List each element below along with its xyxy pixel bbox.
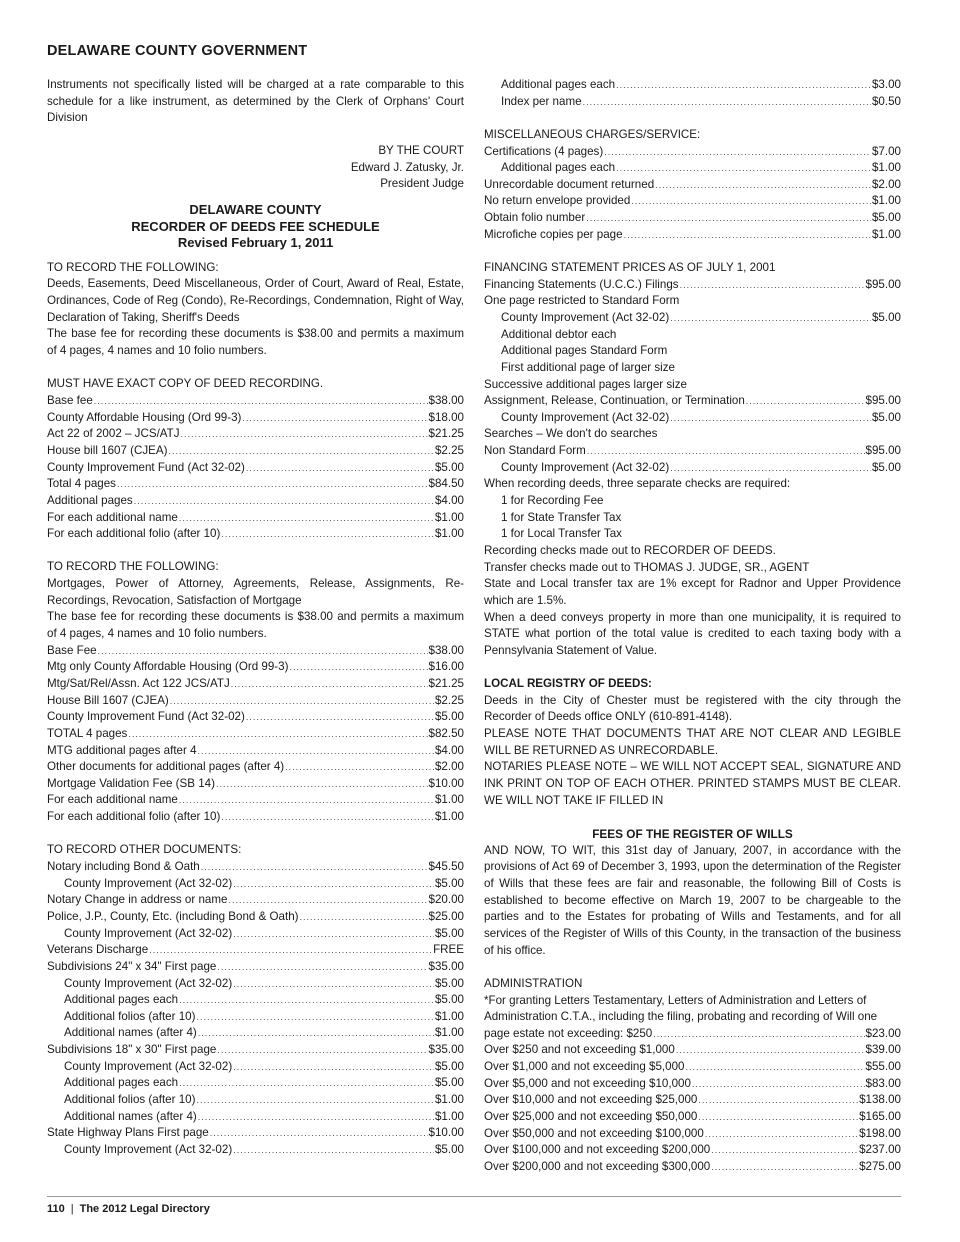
fee-amount: $275.00 xyxy=(859,1159,901,1173)
fee-amount: $18.00 xyxy=(428,410,464,424)
fee-label: Total 4 pages xyxy=(47,477,116,491)
text-line: 1 for State Transfer Tax xyxy=(501,510,622,524)
fee-row xyxy=(484,310,901,327)
fee-label: Additional folios (after 10) xyxy=(64,1092,196,1106)
fee-amount: $5.00 xyxy=(434,993,464,1007)
fee-amount: $1.00 xyxy=(871,161,901,175)
fee-row xyxy=(47,1009,464,1026)
fee-amount: $35.00 xyxy=(428,1043,464,1057)
misc-heading: MISCELLANEOUS CHARGES/SERVICE: xyxy=(484,127,701,141)
footer-divider xyxy=(47,1196,901,1197)
fee-row xyxy=(47,1109,464,1126)
fee-amount: $83.00 xyxy=(865,1076,901,1090)
fee-label: Subdivisions 24" x 34" First page xyxy=(47,959,217,973)
page-header: DELAWARE COUNTY GOVERNMENT xyxy=(47,43,308,59)
text-line: 1 for Local Transfer Tax xyxy=(501,527,622,541)
fee-row xyxy=(484,144,901,161)
text-line: Successive additional pages larger size xyxy=(484,377,688,391)
fee-amount: $10.00 xyxy=(428,1126,464,1140)
fee-label: County Improvement (Act 32-02) xyxy=(501,460,670,474)
local-registry-heading: LOCAL REGISTRY OF DEEDS: xyxy=(484,677,652,691)
fee-row xyxy=(47,926,464,943)
fee-row xyxy=(484,277,901,294)
fee-row xyxy=(47,976,464,993)
fee-amount: $138.00 xyxy=(859,1093,901,1107)
fee-label: Veterans Discharge xyxy=(47,943,149,957)
fee-amount: $2.00 xyxy=(871,177,901,191)
publication-title: The 2012 Legal Directory xyxy=(79,1203,210,1215)
fee-row xyxy=(47,992,464,1009)
mortgage-fee-list xyxy=(47,643,464,826)
fee-label: Over $1,000 and not exceeding $5,000 xyxy=(484,1060,685,1074)
mortgages-description: Mortgages, Power of Attorney, Agreements, Release, Assignments, Re-Recordings, Revocation, Satisfaction of Mortgage xyxy=(47,577,464,607)
fee-amount: $4.00 xyxy=(434,743,464,757)
fee-amount: $5.00 xyxy=(434,460,464,474)
text-line: One page restricted to Standard Form xyxy=(484,294,680,308)
fee-amount: $95.00 xyxy=(865,444,901,458)
fee-amount: $21.25 xyxy=(428,427,464,441)
fee-row xyxy=(484,94,901,111)
schedule-title-3: Revised February 1, 2011 xyxy=(177,235,334,251)
fee-label: County Improvement (Act 32-02) xyxy=(64,876,233,890)
fee-row xyxy=(47,1075,464,1092)
fee-row xyxy=(47,476,464,493)
fee-row xyxy=(47,493,464,510)
deeds-base-note: The base fee for recording these documents is $38.00 and permits a maximum of 4 pages, 4 names and 10 folio numbers. xyxy=(47,327,464,358)
fee-row xyxy=(484,160,901,177)
fee-row xyxy=(47,776,464,793)
fee-amount: $7.00 xyxy=(871,144,901,158)
fee-amount: $5.00 xyxy=(871,211,901,225)
schedule-title-1: DELAWARE COUNTY xyxy=(189,201,322,217)
fee-label: Additional folios (after 10) xyxy=(64,1009,196,1023)
fee-amount: $1.00 xyxy=(434,810,464,824)
fee-row xyxy=(484,77,901,94)
fee-amount: $39.00 xyxy=(865,1043,901,1057)
fee-row xyxy=(47,1042,464,1059)
fee-row xyxy=(47,410,464,427)
fee-label: Index per name xyxy=(501,94,582,108)
fee-amount: FREE xyxy=(433,943,464,957)
fee-row xyxy=(484,443,901,460)
fee-label: County Improvement (Act 32-02) xyxy=(64,926,233,940)
fee-row xyxy=(47,460,464,477)
fee-label: Unrecordable document returned xyxy=(484,177,655,191)
fee-label: For each additional folio (after 10) xyxy=(47,810,221,824)
fee-label: Notary Change in address or name xyxy=(47,893,228,907)
fee-amount: $1.00 xyxy=(434,1026,464,1040)
fee-amount: $3.00 xyxy=(871,78,901,91)
fee-row xyxy=(47,426,464,443)
fee-label: County Improvement Fund (Act 32-02) xyxy=(47,710,245,724)
fee-label: Mtg only County Affordable Housing (Ord 99-3) xyxy=(47,660,289,674)
fee-label: County Improvement (Act 32-02) xyxy=(64,1142,233,1156)
fee-row xyxy=(47,859,464,876)
fee-label: County Improvement (Act 32-02) xyxy=(64,1059,233,1073)
fee-amount: $84.50 xyxy=(428,477,464,491)
fee-row xyxy=(47,526,464,543)
right-column xyxy=(484,77,901,1176)
fee-row xyxy=(47,892,464,909)
fee-amount: $45.50 xyxy=(428,860,464,874)
fee-amount: $1.00 xyxy=(434,1109,464,1123)
fee-amount: $198.00 xyxy=(859,1126,901,1140)
fee-row xyxy=(484,393,901,410)
fee-label: Mortgage Validation Fee (SB 14) xyxy=(47,776,215,790)
fee-row xyxy=(47,1059,464,1076)
multi-municipality-note: When a deed conveys property in more than one municipality, it is required to STATE what portion of the total value is credited to each taxing body with a Pennsylvania Statement of Value. xyxy=(484,610,901,657)
fee-row xyxy=(484,227,901,244)
fee-amount: $0.50 xyxy=(871,94,901,108)
fee-label: Certifications (4 pages) xyxy=(484,144,604,158)
fee-label: Over $250 and not exceeding $1,000 xyxy=(484,1043,675,1057)
other-docs-heading: TO RECORD OTHER DOCUMENTS: xyxy=(47,843,242,857)
fee-amount: $5.00 xyxy=(871,310,901,324)
administration-heading: ADMINISTRATION xyxy=(484,976,583,990)
fee-amount: $20.00 xyxy=(428,893,464,907)
fee-label: Non Standard Form xyxy=(484,444,586,458)
fee-amount: $16.00 xyxy=(428,660,464,674)
fee-label: Over $200,000 and not exceeding $300,000 xyxy=(484,1159,711,1173)
fee-label: Over $50,000 and not exceeding $100,000 xyxy=(484,1126,704,1140)
fee-amount: $1.00 xyxy=(434,1092,464,1106)
fee-amount: $82.50 xyxy=(428,726,464,740)
fee-amount: $5.00 xyxy=(434,926,464,940)
transfer-tax-note: State and Local transfer tax are 1% except for Radnor and Upper Providence which are 1.5%. xyxy=(484,577,901,607)
fee-label: Additional pages each xyxy=(501,161,616,175)
fee-amount: $2.25 xyxy=(434,443,464,457)
fee-label: Assignment, Release, Continuation, or Termination xyxy=(484,394,745,408)
fee-row xyxy=(47,792,464,809)
fee-amount: $38.00 xyxy=(428,643,464,657)
fee-label: For each additional folio (after 10) xyxy=(47,527,221,541)
fee-row xyxy=(484,1042,901,1059)
mortgages-base-note: The base fee for recording these documents is $38.00 and permits a maximum of 4 pages, 4 names and 10 folio numbers. xyxy=(47,610,464,641)
fee-label: House Bill 1607 (CJEA) xyxy=(47,693,169,707)
fee-row xyxy=(484,1142,901,1159)
fee-label: State Highway Plans First page xyxy=(47,1126,209,1140)
fee-amount: $1.00 xyxy=(434,527,464,541)
local-registry-p1: Deeds in the City of Chester must be registered with the city through the Recorder of Deeds office ONLY (610-891-4148). xyxy=(484,693,901,724)
fee-amount: $5.00 xyxy=(434,976,464,990)
text-line: Recording checks made out to RECORDER OF DEEDS. xyxy=(484,543,776,557)
fee-row xyxy=(484,210,901,227)
fee-amount: $25.00 xyxy=(428,909,464,923)
fee-label: County Improvement (Act 32-02) xyxy=(64,976,233,990)
fee-label: Base fee xyxy=(47,394,93,408)
fee-amount: $5.00 xyxy=(434,1142,464,1156)
fee-row xyxy=(47,909,464,926)
fee-amount: $4.00 xyxy=(434,493,464,507)
deeds-description: Deeds, Easements, Deed Miscellaneous, Order of Court, Award of Real, Estate, Ordinances, Code of Reg (Condo), Re-Recordings, Condemnation, Right of Way, Declaration of Taking, Sheriff's Deeds xyxy=(47,277,464,324)
fee-amount: $2.00 xyxy=(434,760,464,774)
fee-amount: $5.00 xyxy=(434,1076,464,1090)
fee-row xyxy=(47,693,464,710)
fee-label: County Affordable Housing (Ord 99-3) xyxy=(47,410,242,424)
administration-text-1: *For granting Letters Testamentary, Letters of Administration and Letters of xyxy=(484,993,867,1007)
fee-amount: $5.00 xyxy=(434,710,464,724)
fee-amount: $165.00 xyxy=(859,1110,901,1124)
fee-amount: $95.00 xyxy=(865,277,901,291)
fee-row xyxy=(47,876,464,893)
text-line: Additional debtor each xyxy=(501,327,617,341)
fee-amount: $1.00 xyxy=(434,793,464,807)
wills-paragraph: AND NOW, TO WIT, this 31st day of January, 2007, in accordance with the provisions of Act 69 of December 3, 1993, upon the determination of the Register of Wills that these fees are fair and reasonable, the following Bill of Costs is established to become effective on March 19, 2007 to be chargeable to the parties and to the Estates for probating of Wills and Testaments, and for all services of the Register of Wills of this County, in the transaction of the business of his office. xyxy=(484,843,901,957)
fee-row xyxy=(484,1076,901,1093)
fee-amount: $55.00 xyxy=(865,1060,901,1074)
administration-text-2: Administration C.T.A., including the filing, probating and recording of Will one xyxy=(484,1010,878,1024)
fee-row xyxy=(47,393,464,410)
wills-heading: FEES OF THE REGISTER OF WILLS xyxy=(592,827,793,842)
local-registry-p3: NOTARIES PLEASE NOTE – WE WILL NOT ACCEPT SEAL, SIGNATURE AND INK PRINT ON TOP OF EACH OTHER. PRINTED STAMPS MUST BE CLEAR. WE WILL NOT TAKE IF FILLED IN xyxy=(484,760,901,807)
fee-row xyxy=(484,410,901,427)
fee-row xyxy=(484,1126,901,1143)
fee-label: Act 22 of 2002 – JCS/ATJ xyxy=(47,427,180,441)
local-registry-p2: PLEASE NOTE THAT DOCUMENTS THAT ARE NOT CLEAR AND LEGIBLE WILL BE RETURNED AS UNRECORDABLE. xyxy=(484,727,901,757)
fee-label: County Improvement (Act 32-02) xyxy=(501,410,670,424)
signature-title: President Judge xyxy=(380,177,464,191)
fee-label: Mtg/Sat/Rel/Assn. Act 122 JCS/ATJ xyxy=(47,676,230,690)
text-line: 1 for Recording Fee xyxy=(501,494,604,508)
fee-label: Microfiche copies per page xyxy=(484,227,623,241)
fee-label: Over $5,000 and not exceeding $10,000 xyxy=(484,1076,691,1090)
fee-label: MTG additional pages after 4 xyxy=(47,743,197,757)
text-line: When recording deeds, three separate checks are required: xyxy=(484,477,791,491)
fee-row xyxy=(47,743,464,760)
intro-text: Instruments not specifically listed will be charged at a rate comparable to this schedule for a like instrument, as determined by the Clerk of Orphans' Court Division xyxy=(47,78,464,125)
fee-row xyxy=(47,759,464,776)
fee-row xyxy=(484,193,901,210)
fee-row xyxy=(484,1159,901,1176)
fee-label: Additional pages xyxy=(47,493,133,507)
fee-row xyxy=(47,809,464,826)
fee-row xyxy=(47,676,464,693)
fee-row xyxy=(484,1092,901,1109)
fee-row xyxy=(47,1025,464,1042)
fee-label: page estate not exceeding: $250 xyxy=(484,1026,653,1040)
fee-label: County Improvement Fund (Act 32-02) xyxy=(47,460,245,474)
deeds-fee-list xyxy=(47,393,464,543)
fee-row xyxy=(47,1125,464,1142)
fee-label: Additional pages each xyxy=(501,78,616,91)
fee-amount: $5.00 xyxy=(871,460,901,474)
right-top-fee-list xyxy=(484,77,901,110)
text-line: Additional pages Standard Form xyxy=(501,344,668,358)
financing-heading: FINANCING STATEMENT PRICES AS OF JULY 1, 2001 xyxy=(484,261,776,275)
fee-label: TOTAL 4 pages xyxy=(47,726,128,740)
fee-label: Additional pages each xyxy=(64,1076,179,1090)
fee-label: For each additional name xyxy=(47,510,178,524)
fee-label: County Improvement (Act 32-02) xyxy=(501,310,670,324)
fee-row xyxy=(47,643,464,660)
fee-amount: $1.00 xyxy=(434,1009,464,1023)
fee-row xyxy=(484,1059,901,1076)
fee-row xyxy=(47,1142,464,1159)
fee-amount: $1.00 xyxy=(871,227,901,241)
page-number: 110 xyxy=(47,1203,65,1215)
fee-label: Over $25,000 and not exceeding $50,000 xyxy=(484,1110,698,1124)
schedule-title-2: RECORDER OF DEEDS FEE SCHEDULE xyxy=(131,218,380,234)
fee-row xyxy=(47,959,464,976)
fee-row xyxy=(484,1109,901,1126)
fee-amount: $95.00 xyxy=(865,394,901,408)
fee-amount: $10.00 xyxy=(428,776,464,790)
fee-row xyxy=(47,659,464,676)
fee-amount: $21.25 xyxy=(428,676,464,690)
misc-fee-list xyxy=(484,144,901,244)
fee-row xyxy=(47,443,464,460)
left-column xyxy=(47,77,464,1159)
fee-row xyxy=(47,1092,464,1109)
page-footer xyxy=(47,1203,210,1215)
fee-label: Obtain folio number xyxy=(484,211,586,225)
text-line: First additional page of larger size xyxy=(501,360,675,374)
footer-separator: | xyxy=(70,1203,74,1215)
fee-row xyxy=(47,942,464,959)
fee-row xyxy=(484,177,901,194)
fee-label: No return envelope provided xyxy=(484,194,631,208)
mortgages-heading: TO RECORD THE FOLLOWING: xyxy=(47,560,219,574)
fee-label: Police, J.P., County, Etc. (including Bond & Oath) xyxy=(47,909,299,923)
signature-line: BY THE COURT xyxy=(378,143,464,157)
fee-row xyxy=(47,726,464,743)
fee-amount: $5.00 xyxy=(434,876,464,890)
fee-amount: $5.00 xyxy=(434,1059,464,1073)
fee-label: Financing Statements (U.C.C.) Filings xyxy=(484,277,679,291)
fee-row xyxy=(484,1026,901,1043)
fee-label: Subdivisions 18" x 30" First page xyxy=(47,1043,217,1057)
text-line: Searches – We don't do searches xyxy=(484,427,658,441)
fee-label: Other documents for additional pages (after 4) xyxy=(47,760,285,774)
wills-fee-list xyxy=(484,1026,901,1176)
fee-label: For each additional name xyxy=(47,793,178,807)
fee-label: Over $100,000 and not exceeding $200,000 xyxy=(484,1143,711,1157)
fee-amount: $1.00 xyxy=(871,194,901,208)
fee-label: Base Fee xyxy=(47,643,97,657)
deeds-heading: TO RECORD THE FOLLOWING: xyxy=(47,260,219,274)
fee-amount: $237.00 xyxy=(859,1143,901,1157)
fee-amount: $1.00 xyxy=(434,510,464,524)
fee-label: Additional pages each xyxy=(64,993,179,1007)
fee-row xyxy=(47,709,464,726)
fee-amount: $23.00 xyxy=(865,1026,901,1040)
fee-row xyxy=(47,510,464,527)
text-line: Transfer checks made out to THOMAS J. JUDGE, SR., AGENT xyxy=(484,560,810,574)
fee-amount: $38.00 xyxy=(428,394,464,408)
fee-label: Over $10,000 and not exceeding $25,000 xyxy=(484,1093,698,1107)
fee-label: Notary including Bond & Oath xyxy=(47,860,200,874)
fee-amount: $35.00 xyxy=(428,959,464,973)
fee-row xyxy=(484,460,901,477)
fee-amount: $5.00 xyxy=(871,410,901,424)
must-have-note: MUST HAVE EXACT COPY OF DEED RECORDING. xyxy=(47,377,324,391)
fee-label: Additional names (after 4) xyxy=(64,1109,197,1123)
signature-name: Edward J. Zatusky, Jr. xyxy=(350,160,464,174)
fee-amount: $2.25 xyxy=(434,693,464,707)
fee-label: Additional names (after 4) xyxy=(64,1026,197,1040)
other-docs-fee-list xyxy=(47,859,464,1159)
fee-label: House bill 1607 (CJEA) xyxy=(47,443,168,457)
